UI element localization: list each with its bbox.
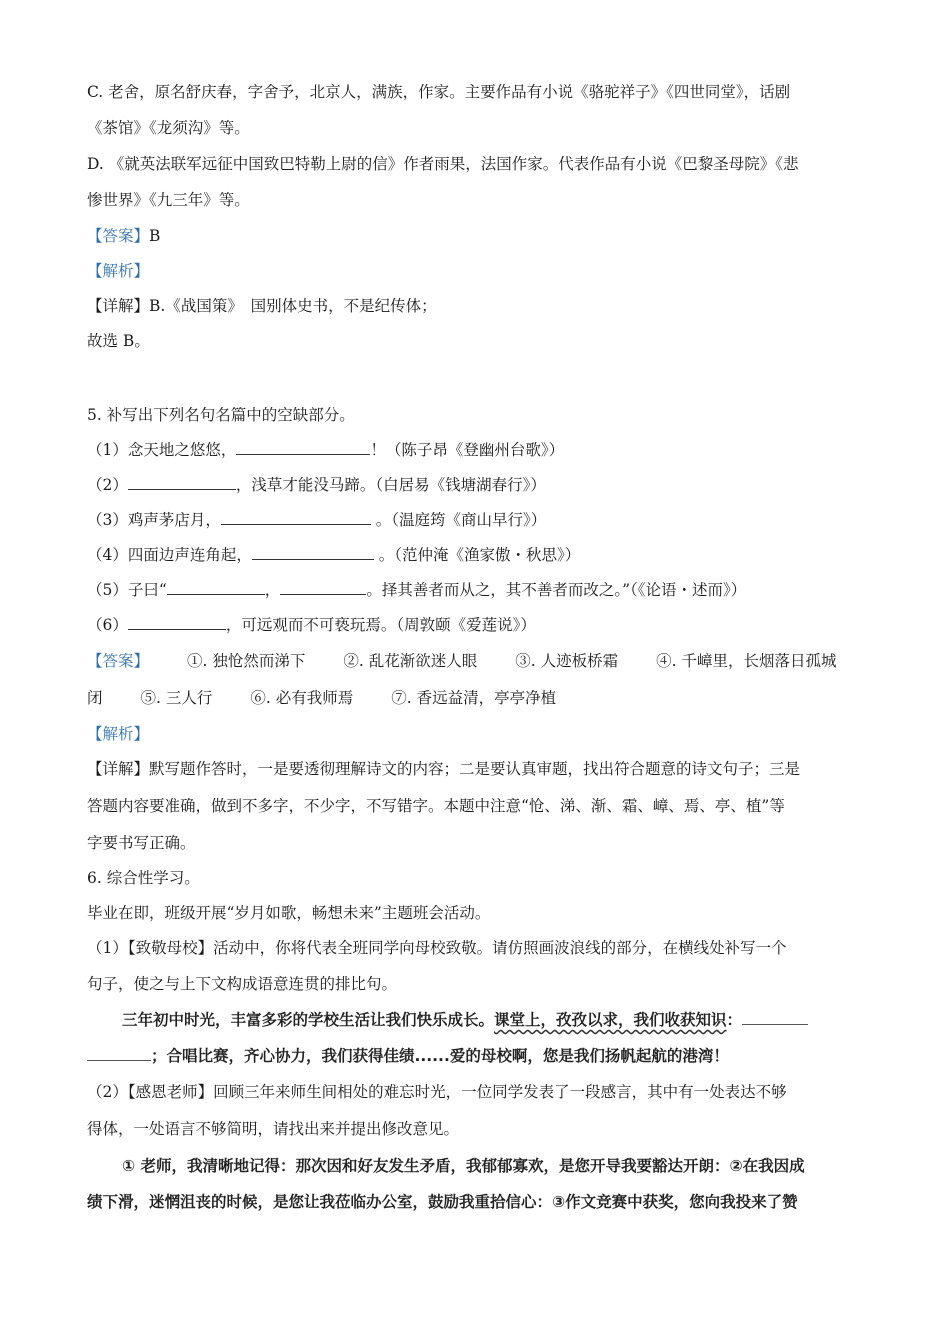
passage1-line-2 bbox=[87, 1046, 729, 1066]
q5-item-1 bbox=[87, 440, 564, 460]
q5-detail-line-1 bbox=[87, 759, 800, 779]
option-d-line-2: 惨世界》《九三年》等。 bbox=[87, 191, 250, 209]
q6-part2-line-2: 得体，一处语言不够简明，请找出来并提出修改意见。 bbox=[87, 1120, 460, 1138]
answer-7: ⑦. 香远益清，亭亭净植 bbox=[391, 689, 557, 707]
q5-item-5 bbox=[87, 580, 746, 600]
q5-answers-line-2 bbox=[87, 688, 556, 708]
item-text-pre: （4）四面边声连角起， bbox=[87, 546, 252, 564]
q4-answer bbox=[87, 226, 160, 246]
q5-detail-line-3: 字要书写正确。 bbox=[87, 834, 196, 852]
item-text-post: 。择其善者而从之，其不善者而改之。”（《论语・述而》） bbox=[366, 581, 747, 599]
item-text-pre: （6） bbox=[87, 616, 128, 634]
answer-4-cont: 闭 bbox=[87, 689, 103, 707]
passage1-line-1 bbox=[122, 1010, 808, 1030]
fill-blank[interactable] bbox=[128, 475, 236, 490]
detail-tag: 【详解】 bbox=[87, 297, 150, 315]
detail-text: 默写题作答时，一是要透彻理解诗文的内容；二是要认真审题，找出符合题意的诗文句子；三是 bbox=[149, 760, 801, 778]
item-text-pre: （3）鸡声茅店月， bbox=[87, 511, 221, 529]
item-text-pre: （2） bbox=[87, 476, 128, 494]
answer-value: B bbox=[149, 227, 161, 245]
fill-blank-cont[interactable] bbox=[87, 1046, 151, 1061]
answer-3: ③. 人迹板桥霜 bbox=[515, 652, 619, 670]
fill-blank[interactable] bbox=[742, 1010, 808, 1025]
option-c-line-2: 《茶馆》《龙须沟》等。 bbox=[87, 119, 250, 137]
item-text-pre: （1）念天地之悠悠， bbox=[87, 441, 237, 459]
answer-tag: 【答案】 bbox=[87, 652, 150, 670]
q4-conclusion: 故选 B。 bbox=[87, 332, 150, 350]
option-d-line-1: D. 《就英法联军远征中国致巴特勒上尉的信》作者雨果，法国作家。代表作品有小说《巴黎圣母院》《悲 bbox=[87, 155, 799, 173]
q6-part1-line-1: （1）【致敬母校】活动中，你将代表全班同学向母校致敬。请仿照画波浪线的部分，在横线处补写一个 bbox=[87, 939, 787, 957]
passage-text: ；合唱比赛，齐心协力，我们获得佳绩......爱的母校啊，您是我们扬帆起航的港湾！ bbox=[151, 1047, 729, 1065]
answer-4: ④. 千嶂里，长烟落日孤城 bbox=[656, 652, 837, 670]
q5-item-4 bbox=[87, 545, 580, 565]
answer-1: ①. 独怆然而涕下 bbox=[187, 652, 306, 670]
q6-title: 6. 综合性学习。 bbox=[87, 869, 200, 887]
fill-blank[interactable] bbox=[128, 615, 226, 630]
fill-blank[interactable] bbox=[252, 545, 374, 560]
fill-blank[interactable] bbox=[167, 580, 265, 595]
option-c-line-1: C. 老舍，原名舒庆春，字舍予，北京人，满族，作家。主要作品有小说《骆驼祥子》《四世同堂》，话剧 bbox=[87, 83, 791, 101]
q5-item-2 bbox=[87, 475, 546, 495]
passage-text: 三年初中时光，丰富多彩的学校生活让我们快乐成长。 bbox=[122, 1011, 495, 1029]
q6-part2-line-1: （2）【感恩老师】回顾三年来师生间相处的难忘时光，一位同学发表了一段感言，其中有一处表达不够 bbox=[87, 1083, 787, 1101]
answer-6: ⑥. 必有我师焉 bbox=[250, 689, 354, 707]
fill-blank[interactable] bbox=[236, 440, 370, 455]
item-text-post: ，浅草才能没马蹄。（白居易《钱塘湖春行》） bbox=[235, 476, 546, 494]
passage-text: ： bbox=[726, 1011, 743, 1029]
q6-part1-line-2: 句子，使之与上下文构成语意连贯的排比句。 bbox=[87, 975, 398, 993]
q4-analysis-tag: 【解析】 bbox=[87, 262, 150, 280]
q5-title: 5. 补写出下列名句名篇中的空缺部分。 bbox=[87, 406, 355, 424]
q5-answers-line-1 bbox=[87, 651, 836, 671]
passage2-line-2: 绩下滑，迷惘沮丧的时候，是您让我莅临办公室，鼓励我重拾信心：③作文竞赛中获奖，您向我投来了赞 bbox=[87, 1193, 798, 1211]
fill-blank[interactable] bbox=[221, 510, 371, 525]
q4-detail bbox=[87, 296, 437, 316]
item-text-post: ！（陈子昂《登幽州台歌》） bbox=[370, 441, 565, 459]
wavy-underlined-text: 课堂上，孜孜以求，我们收获知识 bbox=[494, 1011, 727, 1029]
detail-text: B.《战国策》 国别体史书，不是纪传体； bbox=[149, 297, 437, 315]
item-text-mid: ， bbox=[264, 581, 281, 599]
q5-item-6 bbox=[87, 615, 536, 635]
detail-tag: 【详解】 bbox=[87, 760, 150, 778]
answer-2: ②. 乱花渐欲迷人眼 bbox=[343, 652, 478, 670]
fill-blank[interactable] bbox=[280, 580, 366, 595]
q5-item-3 bbox=[87, 510, 546, 530]
item-text-pre: （5）子曰“ bbox=[87, 581, 167, 599]
passage2-line-1: ① 老师，我清晰地记得：那次因和好友发生矛盾，我郁郁寡欢，是您开导我要豁达开朗：②在我因成 bbox=[122, 1157, 805, 1175]
q6-intro: 毕业在即，班级开展“岁月如歌，畅想未来”主题班会活动。 bbox=[87, 904, 491, 922]
item-text-post: ，可远观而不可亵玩焉。（周敦颐《爱莲说》） bbox=[225, 616, 536, 634]
q5-detail-line-2: 答题内容要准确，做到不多字，不少字，不写错字。本题中注意“怆、涕、渐、霜、嶂、焉、亭、植”等 bbox=[87, 797, 785, 815]
answer-5: ⑤. 三人行 bbox=[140, 689, 213, 707]
answer-tag: 【答案】 bbox=[87, 227, 150, 245]
item-text-post: 。（温庭筠《商山早行》） bbox=[370, 511, 547, 529]
item-text-post: 。（范仲淹《渔家傲・秋思》） bbox=[373, 546, 581, 564]
q5-analysis-tag: 【解析】 bbox=[87, 725, 150, 743]
